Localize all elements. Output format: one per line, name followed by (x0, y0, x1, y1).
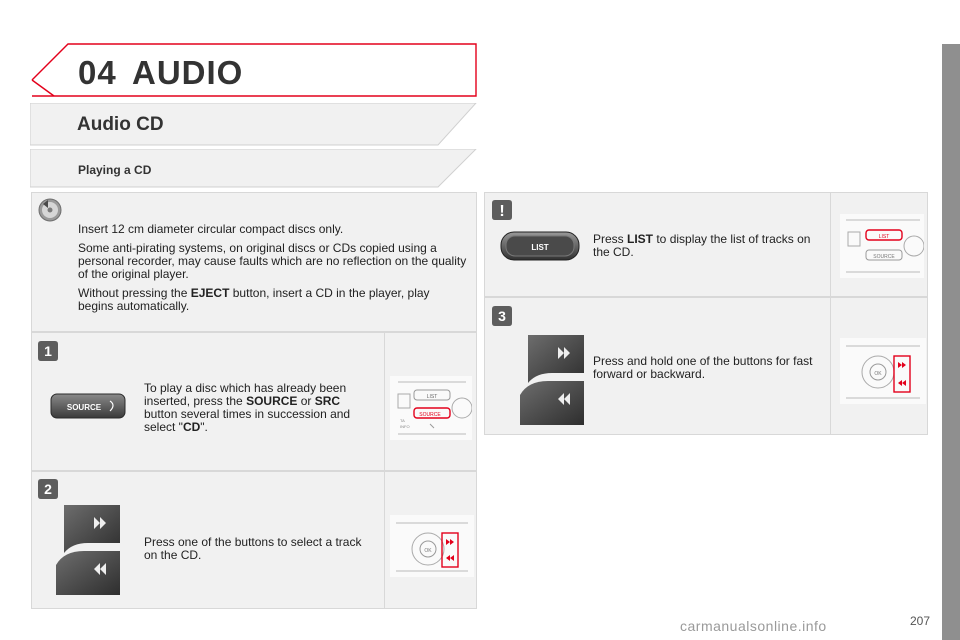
step2-divider (384, 472, 385, 608)
svg-text:LIST: LIST (878, 234, 890, 240)
watermark: carmanualsonline.info (680, 618, 827, 634)
list-button-illustration (500, 231, 580, 261)
step1-divider (384, 333, 385, 470)
fast-seek-buttons-illustration (518, 333, 588, 427)
step2-panel-thumbnail (390, 515, 474, 577)
cd-info-icon (37, 197, 63, 223)
section-title: Audio CD (77, 114, 164, 135)
step3-text: Press and hold one of the buttons for fast forward or backward. (593, 354, 813, 381)
warning-badge (491, 199, 513, 221)
step3-panel-thumbnail (840, 338, 926, 404)
chapter-number: 04 (78, 54, 117, 91)
page-edge-bar (942, 44, 960, 640)
step3-badge-number: 3 (498, 308, 506, 324)
step1-badge-number: 1 (44, 343, 52, 359)
step1-badge (37, 340, 59, 362)
info-line-3: Without pressing the EJECT button, insert a CD in the player, play begins automatically. (78, 286, 430, 313)
warning-text: Press LIST to display the list of tracks on the CD. (593, 232, 811, 259)
warning-divider (830, 193, 831, 296)
step2-badge (37, 478, 59, 500)
step2-badge-number: 2 (44, 481, 52, 497)
svg-text:SOURCE: SOURCE (419, 412, 441, 418)
info-line-2: Some anti-pirating systems, on original discs or CDs copied using a personal recorder, may cause faults which are no reflection on the quality of the original player. (78, 241, 467, 281)
info-text (78, 223, 468, 319)
page-number: 207 (909, 614, 930, 628)
step2-text: Press one of the buttons to select a track on the CD. (144, 535, 362, 562)
seek-buttons-illustration (54, 503, 124, 597)
info-line-1: Insert 12 cm diameter circular compact discs only. (78, 222, 344, 236)
svg-text:OK: OK (874, 371, 882, 377)
step1-text: To play a disc which has already been inserted, press the SOURCE or SRC button several times in succession and select "CD". (144, 381, 351, 434)
svg-text:TA: TA (400, 418, 405, 423)
list-button-label: LIST (531, 243, 549, 252)
step3-badge (491, 305, 513, 327)
chapter-title: AUDIO (132, 54, 244, 91)
subsection-title: Playing a CD (78, 163, 152, 177)
warning-exclamation-icon: ! (499, 203, 505, 220)
svg-text:LIST: LIST (426, 394, 438, 400)
source-button-label: SOURCE (66, 403, 102, 412)
svg-text:INFO: INFO (400, 424, 410, 429)
step1-panel-thumbnail (390, 376, 472, 440)
warning-panel-thumbnail (840, 214, 924, 278)
svg-text:SOURCE: SOURCE (873, 254, 895, 260)
step3-divider (830, 298, 831, 434)
svg-text:OK: OK (424, 548, 432, 554)
source-button-illustration (50, 393, 126, 419)
